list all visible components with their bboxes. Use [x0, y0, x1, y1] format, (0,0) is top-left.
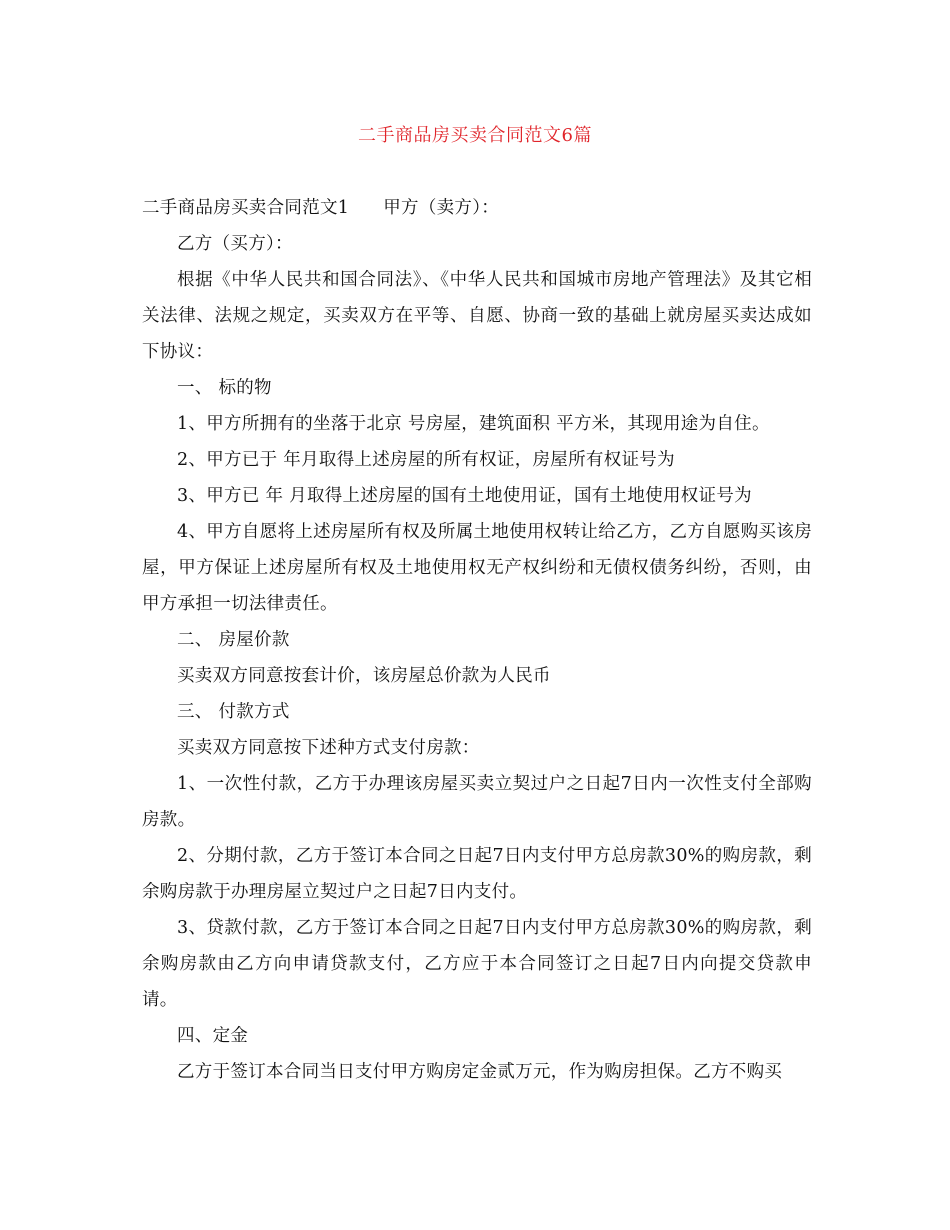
section-heading-payment: 三、 付款方式	[177, 702, 290, 722]
payment-intro: 买卖双方同意按下述种方式支付房款：	[177, 738, 480, 758]
clause-1-1: 1、甲方所拥有的坐落于北京 号房屋，建筑面积 平方米，其现用途为自住。	[177, 414, 770, 434]
opening-line	[142, 190, 812, 226]
clause-1-3: 3、甲方已 年 月取得上述房屋的国有土地使用证，国有土地使用权证号为	[177, 486, 752, 506]
deposit-paragraph: 乙方于签订本合同当日支付甲方购房定金贰万元，作为购房担保。乙方不购买	[177, 1062, 783, 1082]
party-b-paragraph: 乙方（买方）：	[177, 234, 293, 254]
section-heading-price: 二、 房屋价款	[177, 630, 290, 650]
clause-1-4: 4、甲方自愿将上述房屋所有权及所属土地使用权转让给乙方，乙方自愿购买该房屋，甲方保证上述房屋所有权及土地使用权无产权纠纷和无债权债务纠纷，否则，由甲方承担一切法律责任。	[142, 522, 812, 614]
document-body	[142, 190, 812, 1090]
contract-heading: 二手商品房买卖合同范文1	[142, 198, 350, 218]
legal-basis-paragraph: 根据《中华人民共和国合同法》、《中华人民共和国城市房地产管理法》及其它相关法律、法规之规定，买卖双方在平等、自愿、协商一致的基础上就房屋买卖达成如下协议：	[142, 270, 812, 362]
payment-option-1: 1、一次性付款，乙方于办理该房屋买卖立契过户之日起7日内一次性支付全部购房款。	[142, 774, 812, 830]
clause-1-2: 2、甲方已于 年月取得上述房屋的所有权证，房屋所有权证号为	[177, 450, 675, 470]
section-heading-deposit: 四、定金	[177, 1026, 249, 1046]
payment-option-3: 3、贷款付款，乙方于签订本合同之日起7日内支付甲方总房款30%的购房款，剩余购房款由乙方向申请贷款支付，乙方应于本合同签订之日起7日内向提交贷款申请。	[142, 918, 812, 1010]
price-paragraph: 买卖双方同意按套计价，该房屋总价款为人民币	[177, 666, 551, 686]
document-title: 二手商品房买卖合同范文6篇	[358, 125, 592, 146]
payment-option-2: 2、分期付款，乙方于签订本合同之日起7日内支付甲方总房款30%的购房款，剩余购房款于办理房屋立契过户之日起7日内支付。	[142, 846, 812, 902]
section-heading-subject: 一、 标的物	[177, 378, 272, 398]
party-a-label: 甲方（卖方）：	[383, 198, 500, 218]
